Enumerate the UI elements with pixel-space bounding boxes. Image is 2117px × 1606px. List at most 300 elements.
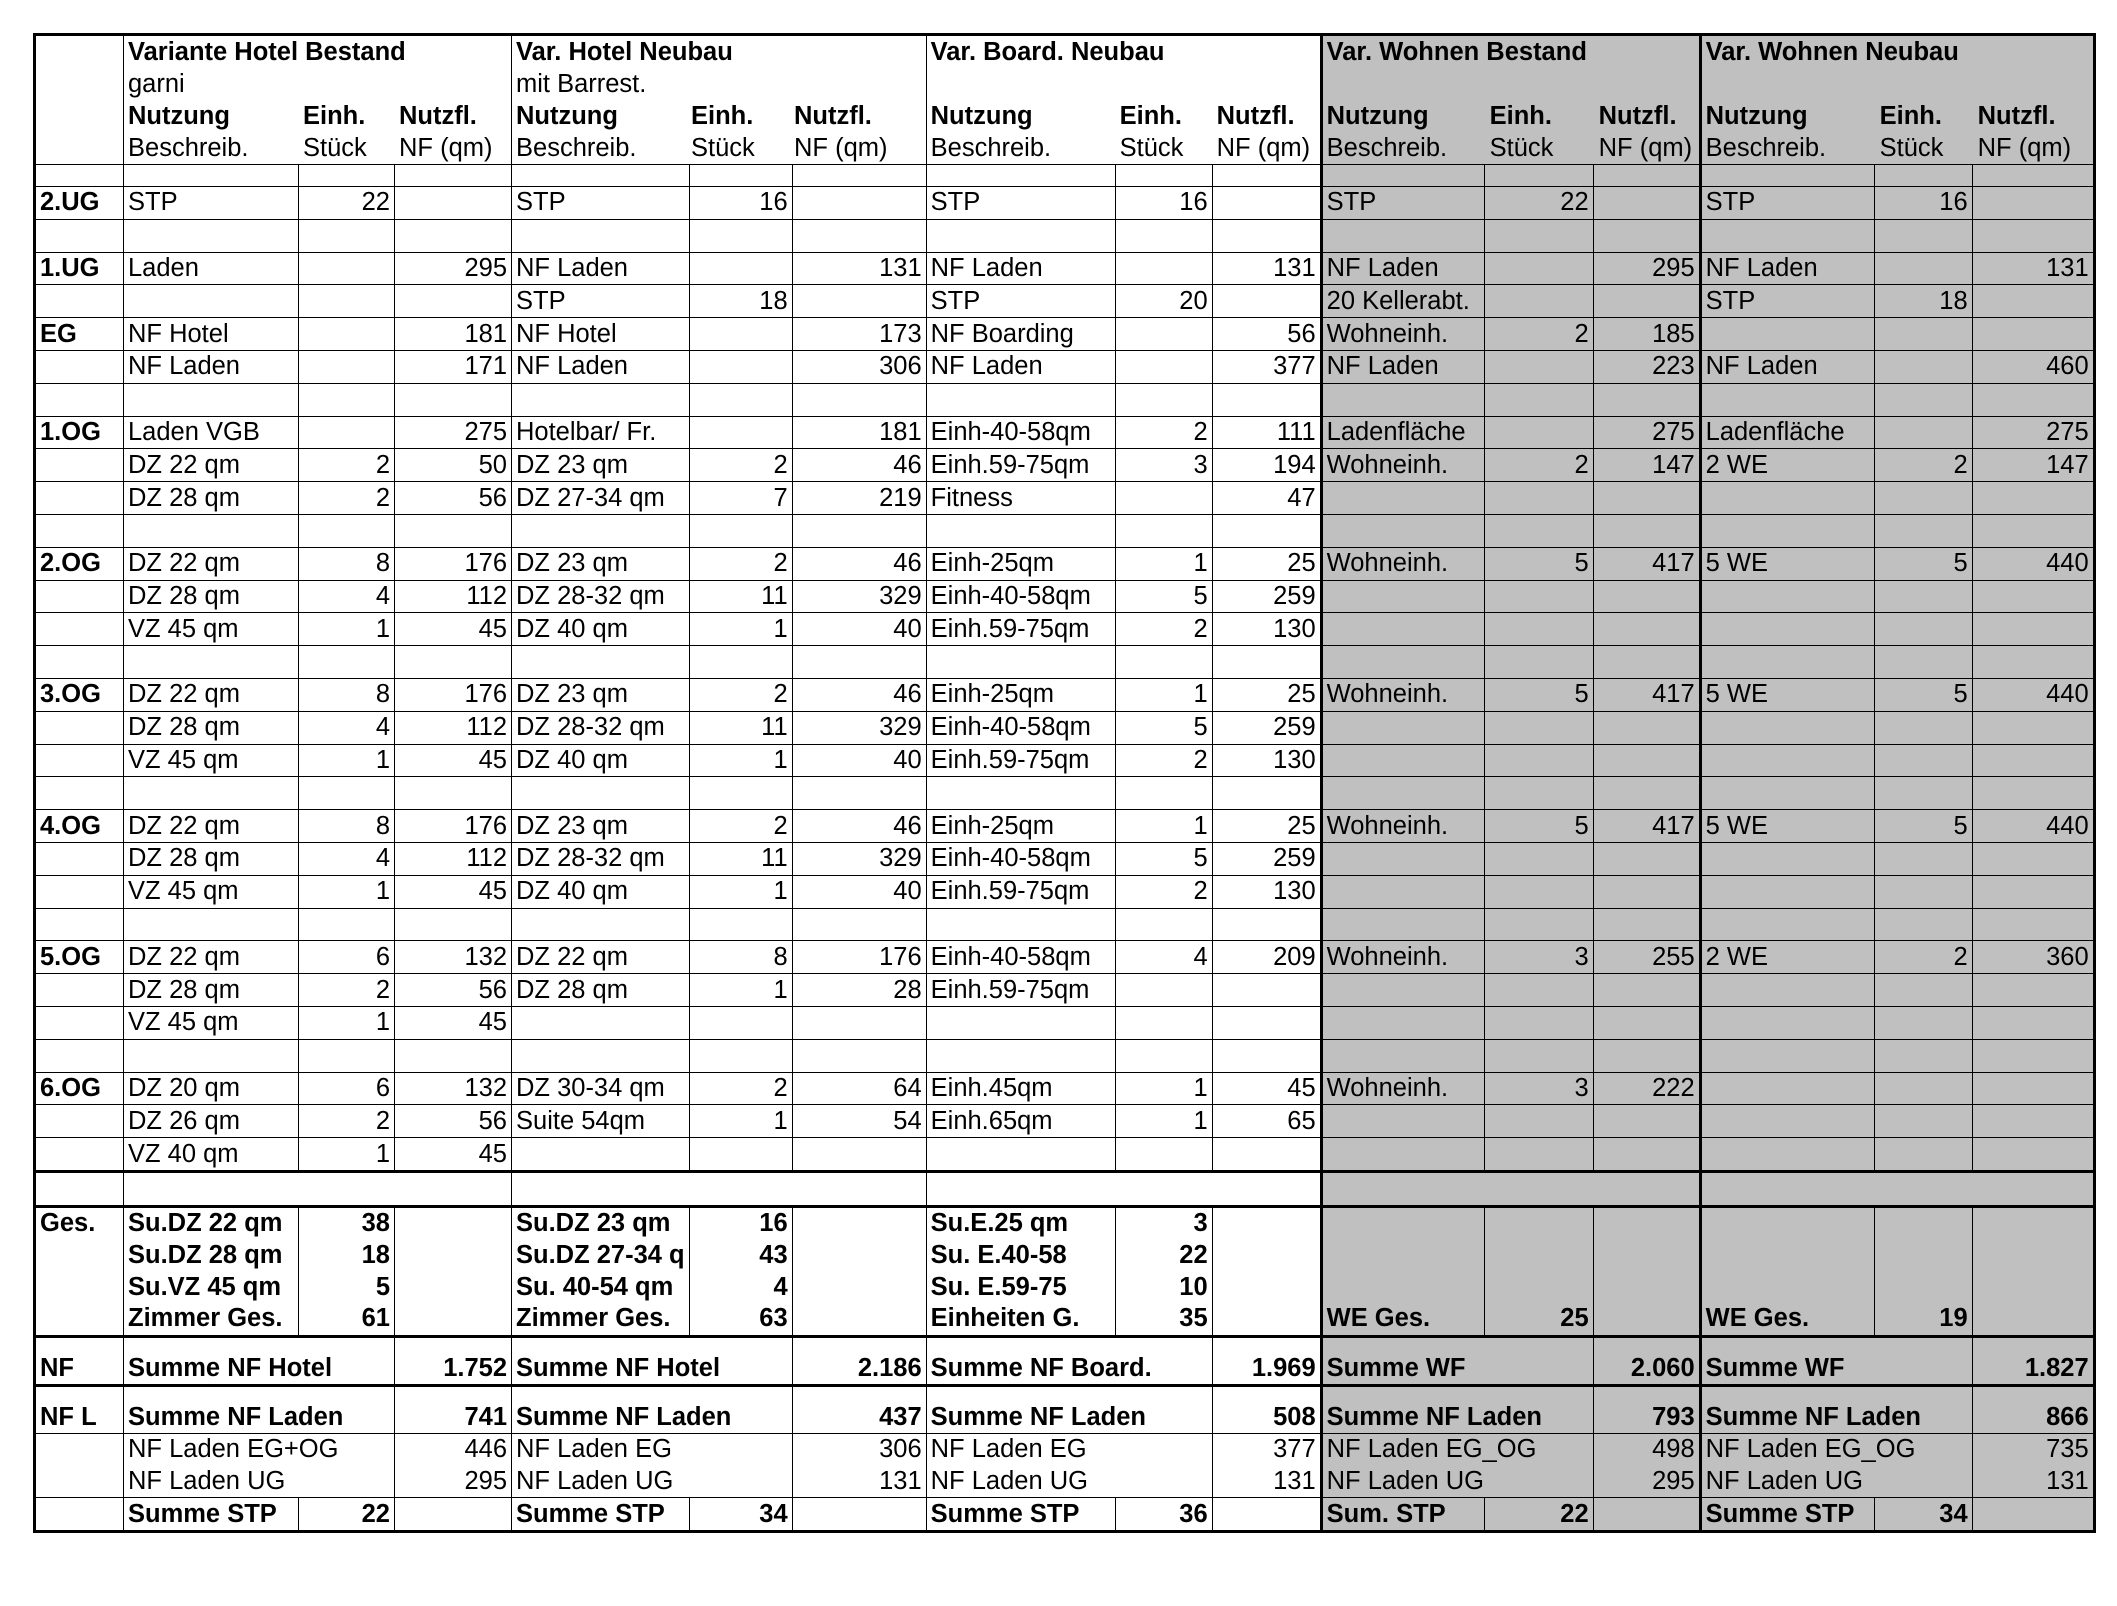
nutzung-cell: Einh-40-58qm: [926, 711, 1115, 744]
total-label: [1700, 1271, 1874, 1303]
nf-cell: [792, 777, 926, 810]
nf-cell: 176: [395, 547, 512, 580]
total-label: Su. 40-54 qm: [512, 1271, 690, 1303]
einh-cell: [1484, 580, 1593, 613]
empty-cell: [124, 165, 299, 187]
totals-row: [35, 1271, 2095, 1303]
summary-label: NF Laden EG: [926, 1433, 1212, 1465]
col-nutzfl-header: Nutzfl.: [794, 102, 872, 130]
nutzung-cell: DZ 23 qm: [512, 810, 690, 843]
einh-cell: [1874, 383, 1972, 416]
einh-cell: 1: [299, 1138, 395, 1172]
nf-cell: [1593, 777, 1700, 810]
empty-cell: [1593, 1240, 1700, 1272]
nf-cell: [1593, 285, 1700, 318]
nutzung-cell: [512, 646, 690, 679]
group-subtitle: mit Barrest.: [516, 70, 647, 98]
nutzung-cell: [512, 1138, 690, 1172]
table-row: [35, 318, 2095, 351]
col-nutzung-header: Nutzung: [128, 102, 230, 130]
einh-cell: [1874, 1006, 1972, 1039]
empty-cell: [1321, 1171, 1700, 1206]
nf-cell: 25: [1212, 810, 1321, 843]
nf-cell: 64: [792, 1072, 926, 1105]
summary-label: NF Laden UG: [1700, 1466, 1972, 1498]
nutzung-cell: VZ 45 qm: [124, 613, 299, 646]
floor-label: [35, 1138, 124, 1172]
nf-cell: [1972, 383, 2094, 416]
nf-cell: [1972, 613, 2094, 646]
nf-cell: 45: [1212, 1072, 1321, 1105]
nutzung-cell: 20 Kellerabt.: [1321, 285, 1484, 318]
einh-cell: 1: [689, 974, 792, 1007]
empty-cell: [395, 1206, 512, 1239]
summary-value: 2.060: [1593, 1336, 1700, 1385]
col-einh-header: Einh.: [691, 102, 754, 130]
summary-label: Summe NF Laden: [1700, 1385, 1972, 1433]
einh-cell: 1: [299, 1006, 395, 1039]
einh-cell: 2: [1115, 416, 1212, 449]
einh-cell: [1115, 252, 1212, 285]
spacer-row: [35, 1171, 2095, 1206]
col-stueck-header: Stück: [691, 134, 755, 162]
empty-cell: [792, 165, 926, 187]
empty-cell: [395, 1303, 512, 1336]
nutzung-cell: [124, 514, 299, 547]
nf-cell: 131: [1972, 252, 2094, 285]
stp-label: Summe STP: [1700, 1498, 1874, 1532]
nutzung-cell: VZ 40 qm: [124, 1138, 299, 1172]
total-value: [1874, 1206, 1972, 1239]
col-beschreib-header: Beschreib.: [1326, 134, 1448, 162]
einh-cell: 5: [1115, 711, 1212, 744]
einh-cell: 1: [299, 875, 395, 908]
nf-cell: [1972, 1105, 2094, 1138]
einh-cell: [1484, 613, 1593, 646]
nf-cell: 130: [1212, 744, 1321, 777]
einh-cell: 22: [1484, 187, 1593, 220]
empty-cell: [1593, 1206, 1700, 1239]
total-value: [1874, 1271, 1972, 1303]
nutzung-cell: [926, 514, 1115, 547]
nutzung-cell: Einh.59-75qm: [926, 449, 1115, 482]
total-value: 25: [1484, 1303, 1593, 1336]
einh-cell: 2: [1874, 941, 1972, 974]
nf-cell: 194: [1212, 449, 1321, 482]
table-row: [35, 416, 2095, 449]
einh-cell: [299, 514, 395, 547]
nutzung-cell: Suite 54qm: [512, 1105, 690, 1138]
nf-cell: 460: [1972, 350, 2094, 383]
einh-cell: 2: [1115, 875, 1212, 908]
nutzung-cell: NF Laden: [1700, 350, 1874, 383]
summary-value: 295: [1593, 1466, 1700, 1498]
nutzung-cell: Ladenfläche: [1700, 416, 1874, 449]
einh-cell: 6: [299, 941, 395, 974]
empty-cell: [1212, 1206, 1321, 1239]
summary-label: NF Laden UG: [1321, 1466, 1593, 1498]
summary-value: 131: [792, 1466, 926, 1498]
col-nutzfl-header: Nutzfl.: [1216, 102, 1295, 130]
einh-cell: [1874, 318, 1972, 351]
nutzung-cell: DZ 22 qm: [124, 678, 299, 711]
col-nf-header: NF (qm): [794, 134, 888, 162]
header-row: [35, 35, 2095, 165]
einh-cell: 1: [299, 744, 395, 777]
total-label: Su.DZ 28 qm: [124, 1240, 299, 1272]
nf-cell: [1212, 285, 1321, 318]
nf-cell: 112: [395, 711, 512, 744]
group-header: [1321, 35, 1700, 165]
stp-label: Sum. STP: [1321, 1498, 1484, 1532]
group-subtitle: [1327, 68, 1695, 100]
nutzung-cell: DZ 20 qm: [124, 1072, 299, 1105]
summary-row: [35, 1385, 2095, 1433]
total-value: 22: [1115, 1240, 1212, 1272]
total-value: 4: [689, 1271, 792, 1303]
empty-cell: [926, 165, 1115, 187]
einh-cell: 5: [1484, 547, 1593, 580]
nutzung-cell: Einh-40-58qm: [926, 580, 1115, 613]
nutzung-cell: [1321, 875, 1484, 908]
totals-label: [35, 1271, 124, 1303]
nutzung-cell: DZ 26 qm: [124, 1105, 299, 1138]
einh-cell: 11: [689, 842, 792, 875]
nf-cell: [395, 285, 512, 318]
einh-cell: [1484, 711, 1593, 744]
table-row: [35, 810, 2095, 843]
totals-row: [35, 1240, 2095, 1272]
einh-cell: 2: [689, 678, 792, 711]
einh-cell: 1: [299, 613, 395, 646]
total-value: 3: [1115, 1206, 1212, 1239]
col-einh-header: Einh.: [1879, 102, 1942, 130]
einh-cell: 11: [689, 711, 792, 744]
einh-cell: [299, 285, 395, 318]
nutzung-cell: [1321, 974, 1484, 1007]
einh-cell: [1484, 777, 1593, 810]
floor-label: [35, 449, 124, 482]
nutzung-cell: DZ 40 qm: [512, 875, 690, 908]
nutzung-cell: [1700, 646, 1874, 679]
einh-cell: [1874, 350, 1972, 383]
nutzung-cell: Laden: [124, 252, 299, 285]
einh-cell: [1874, 613, 1972, 646]
floor-label: [35, 350, 124, 383]
nutzung-cell: 5 WE: [1700, 810, 1874, 843]
totals-label: [35, 1240, 124, 1272]
nf-cell: 176: [395, 810, 512, 843]
einh-cell: [1115, 908, 1212, 941]
nf-cell: 50: [395, 449, 512, 482]
einh-cell: 2: [689, 1072, 792, 1105]
einh-cell: [1484, 1006, 1593, 1039]
einh-cell: [689, 908, 792, 941]
nf-cell: [1212, 187, 1321, 220]
nutzung-cell: STP: [124, 187, 299, 220]
nf-cell: [1972, 842, 2094, 875]
einh-cell: 2: [299, 974, 395, 1007]
nf-cell: 223: [1593, 350, 1700, 383]
nutzung-cell: STP: [1321, 187, 1484, 220]
summary-row: [35, 1336, 2095, 1385]
einh-cell: [1874, 908, 1972, 941]
nutzung-cell: Wohneinh.: [1321, 547, 1484, 580]
nf-cell: 40: [792, 744, 926, 777]
summary-label: NF Laden UG: [512, 1466, 793, 1498]
col-nutzung-header: Nutzung: [930, 102, 1033, 130]
einh-cell: [299, 318, 395, 351]
einh-cell: [1484, 744, 1593, 777]
empty-cell: [124, 1171, 512, 1206]
einh-cell: [1115, 383, 1212, 416]
nutzung-cell: [1700, 777, 1874, 810]
nf-cell: [1972, 1006, 2094, 1039]
nutzung-cell: DZ 28-32 qm: [512, 711, 690, 744]
table-row: [35, 285, 2095, 318]
empty-cell: [1321, 165, 1484, 187]
nf-cell: [1972, 711, 2094, 744]
nutzung-cell: DZ 22 qm: [124, 941, 299, 974]
group-title: Var. Hotel Neubau: [516, 38, 733, 66]
col-nutzung-header: Nutzung: [1705, 102, 1808, 130]
nutzung-cell: NF Laden: [1321, 252, 1484, 285]
floor-label: [35, 646, 124, 679]
nutzung-cell: [124, 383, 299, 416]
einh-cell: [1484, 842, 1593, 875]
einh-cell: 5: [1874, 547, 1972, 580]
einh-cell: 2: [1484, 449, 1593, 482]
einh-cell: 16: [1874, 187, 1972, 220]
floor-label: 5.OG: [35, 941, 124, 974]
floor-label: 1.OG: [35, 416, 124, 449]
summary-section-label: NF L: [35, 1385, 124, 1433]
nutzung-cell: [1700, 383, 1874, 416]
einh-cell: [1484, 1039, 1593, 1072]
stp-value: 22: [1484, 1498, 1593, 1532]
summary-value: 866: [1972, 1385, 2094, 1433]
total-value: 61: [299, 1303, 395, 1336]
nf-cell: [792, 1006, 926, 1039]
nutzung-cell: VZ 45 qm: [124, 744, 299, 777]
nutzung-cell: [1321, 842, 1484, 875]
einh-cell: 5: [1874, 678, 1972, 711]
nf-cell: [395, 777, 512, 810]
nutzung-cell: Wohneinh.: [1321, 1072, 1484, 1105]
einh-cell: [1484, 285, 1593, 318]
nf-cell: 295: [395, 252, 512, 285]
einh-cell: [1874, 1105, 1972, 1138]
nf-cell: [1972, 514, 2094, 547]
nf-cell: 259: [1212, 580, 1321, 613]
nf-cell: [1593, 1006, 1700, 1039]
nutzung-cell: Wohneinh.: [1321, 678, 1484, 711]
nutzung-cell: DZ 28 qm: [124, 974, 299, 1007]
einh-cell: [299, 252, 395, 285]
nf-cell: [1212, 974, 1321, 1007]
nf-cell: 54: [792, 1105, 926, 1138]
nutzung-cell: DZ 22 qm: [124, 449, 299, 482]
nutzung-cell: STP: [512, 187, 690, 220]
einh-cell: [689, 416, 792, 449]
nf-cell: 275: [395, 416, 512, 449]
col-nutzung-header: Nutzung: [1326, 102, 1429, 130]
nutzung-cell: [1321, 580, 1484, 613]
einh-cell: [1115, 1039, 1212, 1072]
table-row: [35, 613, 2095, 646]
einh-cell: [1484, 875, 1593, 908]
summary-label: NF Laden UG: [926, 1466, 1212, 1498]
total-label: Su. E.59-75: [926, 1271, 1115, 1303]
nf-cell: [1972, 777, 2094, 810]
einh-cell: 18: [689, 285, 792, 318]
table-row: [35, 711, 2095, 744]
group-subtitle: garni: [128, 70, 185, 98]
nutzung-cell: [512, 908, 690, 941]
einh-cell: 6: [299, 1072, 395, 1105]
nf-cell: 56: [395, 482, 512, 515]
total-label: Su.DZ 27-34 q: [512, 1240, 690, 1272]
summary-label: Summe NF Board.: [926, 1336, 1212, 1385]
nutzung-cell: [926, 777, 1115, 810]
einh-cell: [299, 416, 395, 449]
summary-value: 437: [792, 1385, 926, 1433]
floor-label: 2.UG: [35, 187, 124, 220]
total-value: 63: [689, 1303, 792, 1336]
nf-cell: 209: [1212, 941, 1321, 974]
empty-cell: [1972, 1303, 2094, 1336]
nf-cell: [1593, 875, 1700, 908]
einh-cell: [1115, 1138, 1212, 1172]
nf-cell: [1593, 383, 1700, 416]
einh-cell: [1484, 908, 1593, 941]
empty-cell: [926, 1171, 1321, 1206]
nf-cell: 222: [1593, 1072, 1700, 1105]
totals-row: [35, 1206, 2095, 1239]
floor-label: [35, 1039, 124, 1072]
nutzung-cell: [512, 1039, 690, 1072]
einh-cell: [1874, 974, 1972, 1007]
nutzung-cell: Wohneinh.: [1321, 318, 1484, 351]
nutzung-cell: Ladenfläche: [1321, 416, 1484, 449]
nf-cell: [792, 219, 926, 252]
nf-cell: [792, 514, 926, 547]
nutzung-cell: DZ 22 qm: [124, 547, 299, 580]
total-value: 5: [299, 1271, 395, 1303]
nf-cell: 40: [792, 875, 926, 908]
nutzung-cell: NF Laden: [926, 252, 1115, 285]
empty-cell: [1212, 165, 1321, 187]
nutzung-cell: [1700, 1138, 1874, 1172]
einh-cell: 2: [1484, 318, 1593, 351]
nutzung-cell: STP: [926, 285, 1115, 318]
table-row: [35, 1138, 2095, 1172]
summary-label: NF Laden EG_OG: [1700, 1433, 1972, 1465]
einh-cell: [1484, 646, 1593, 679]
nf-cell: [1593, 613, 1700, 646]
nf-cell: 360: [1972, 941, 2094, 974]
table-row: [35, 580, 2095, 613]
nf-cell: 329: [792, 842, 926, 875]
totals-label: Ges.: [35, 1206, 124, 1239]
summary-label: Summe NF Laden: [512, 1385, 793, 1433]
nutzung-cell: [512, 1006, 690, 1039]
nf-cell: [395, 219, 512, 252]
floor-label: [35, 580, 124, 613]
nf-cell: 173: [792, 318, 926, 351]
total-value: 35: [1115, 1303, 1212, 1336]
empty-cell: [1972, 1240, 2094, 1272]
nf-cell: 46: [792, 810, 926, 843]
einh-cell: [1115, 514, 1212, 547]
empty-cell: [1212, 1271, 1321, 1303]
group-title: Var. Board. Neubau: [930, 38, 1165, 66]
col-einh-header: Einh.: [1119, 102, 1182, 130]
nf-cell: [395, 1039, 512, 1072]
empty-cell: [1212, 1240, 1321, 1272]
empty-cell: [792, 1240, 926, 1272]
nutzung-cell: [1321, 711, 1484, 744]
nutzung-cell: [1700, 318, 1874, 351]
nutzung-cell: Wohneinh.: [1321, 810, 1484, 843]
nutzung-cell: [124, 777, 299, 810]
total-value: [1484, 1240, 1593, 1272]
table-row: [35, 252, 2095, 285]
empty-cell: [1593, 1271, 1700, 1303]
floor-label: [35, 285, 124, 318]
nutzung-cell: DZ 23 qm: [512, 678, 690, 711]
col-beschreib-header: Beschreib.: [1705, 134, 1827, 162]
einh-cell: [1484, 383, 1593, 416]
total-label: [1321, 1206, 1484, 1239]
nutzung-cell: [1321, 908, 1484, 941]
einh-cell: 1: [689, 875, 792, 908]
nutzung-cell: [1700, 1072, 1874, 1105]
total-label: Zimmer Ges.: [124, 1303, 299, 1336]
nf-cell: 275: [1972, 416, 2094, 449]
nutzung-cell: STP: [1700, 187, 1874, 220]
group-subtitle: [1706, 68, 2089, 100]
table-row: [35, 350, 2095, 383]
einh-cell: [299, 1039, 395, 1072]
nutzung-cell: [1321, 482, 1484, 515]
empty-cell: [689, 165, 792, 187]
einh-cell: [1874, 1138, 1972, 1172]
nutzung-cell: VZ 45 qm: [124, 1006, 299, 1039]
floor-label: [35, 777, 124, 810]
empty-cell: [395, 1498, 512, 1532]
nf-cell: [1972, 187, 2094, 220]
table-row: [35, 1072, 2095, 1105]
nf-cell: [395, 514, 512, 547]
einh-cell: [1484, 514, 1593, 547]
empty-cell: [1874, 165, 1972, 187]
einh-cell: [1874, 1039, 1972, 1072]
nf-cell: [1212, 777, 1321, 810]
nutzung-cell: NF Laden: [926, 350, 1115, 383]
einh-cell: 3: [1484, 941, 1593, 974]
col-nf-header: NF (qm): [1216, 134, 1311, 162]
floor-label: 6.OG: [35, 1072, 124, 1105]
nutzung-cell: [1700, 1105, 1874, 1138]
total-label: Einheiten G.: [926, 1303, 1115, 1336]
floor-label: [35, 908, 124, 941]
einh-cell: [1874, 252, 1972, 285]
summary-value: 1.969: [1212, 1336, 1321, 1385]
nutzung-cell: [1321, 777, 1484, 810]
empty-cell: [1593, 1498, 1700, 1532]
column-header-row: [128, 100, 507, 164]
